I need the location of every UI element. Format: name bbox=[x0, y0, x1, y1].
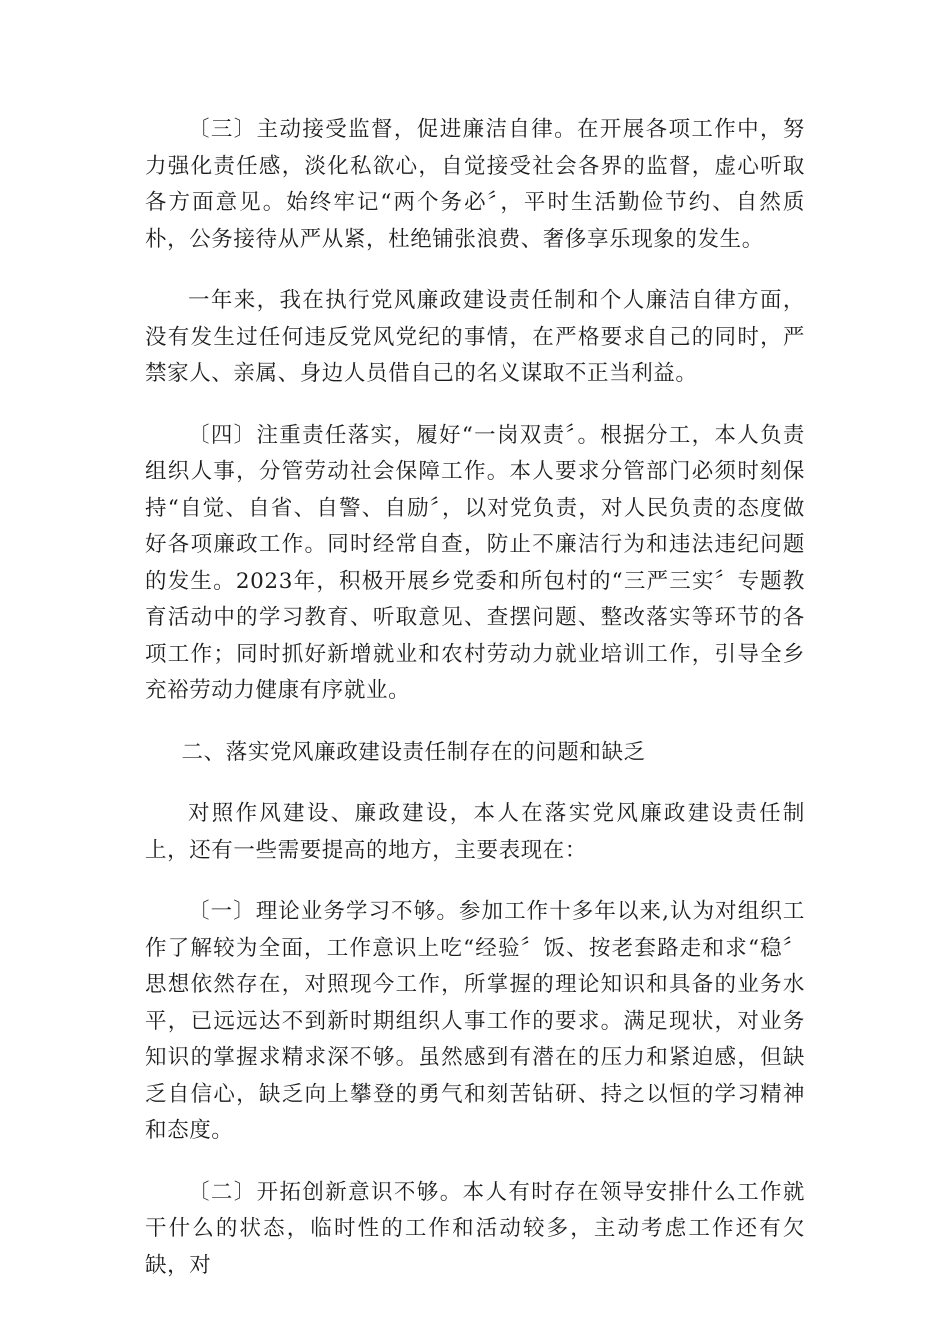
paragraph-year-summary: 一年来，我在执行党风廉政建设责任制和个人廉洁自律方面，没有发生过任何违反党风党纪的事情，在严格要求自己的同时，严禁家人、亲属、身边人员借自己的名义谋取不正当利益。 bbox=[145, 288, 805, 386]
paragraph-innovation: 〔二〕开拓创新意识不够。本人有时存在领导安排什么工作就干什么的状态，临时性的工作和活动较多，主动考虑工作还有欠缺，对 bbox=[145, 1179, 805, 1278]
paragraph-supervision: 〔三〕主动接受监督，促进廉洁自律。在开展各项工作中，努力强化责任感，淡化私欲心，自觉接受社会各界的监督，虚心听取各方面意见。始终牢记“两个务必〞，平时生活勤俭节约、自然质朴，公务接待从严从紧，杜绝铺张浪费、奢侈享乐现象的发生。 bbox=[145, 117, 805, 252]
section-heading-problems: 二、落实党风廉政建设责任制存在的问题和缺乏 bbox=[181, 739, 646, 765]
document-body bbox=[145, 112, 805, 1309]
paragraph-problems-intro: 对照作风建设、廉政建设，本人在落实党风廉政建设责任制上，还有一些需要提高的地方，主要表现在： bbox=[145, 801, 805, 863]
paragraph-responsibility: 〔四〕注重责任落实，履好“一岗双责〞。根据分工，本人负责组织人事，分管劳动社会保障工作。本人要求分管部门必须时刻保持“自觉、自省、自警、自励〞，以对党负责，对人民负责的态度做好各项廉政工作。同时经常自查，防止不廉洁行为和违法违纪问题的发生。2023年，积极开展乡党委和所包村的“三严三实〞专题教育活动中的学习教育、听取意见、查摆问题、整改落实等环节的各项工作；同时抓好新增就业和农村劳动力就业培训工作，引导全乡充裕劳动力健康有序就业。 bbox=[145, 422, 805, 703]
paragraph-study: 〔一〕理论业务学习不够。参加工作十多年以来,认为对组织工作了解较为全面，工作意识上吃“经验〞饭、按老套路走和求“稳〞思想依然存在，对照现今工作，所掌握的理论知识和具备的业务水平，已远远达不到新时期组织人事工作的要求。满足现状，对业务知识的掌握求精求深不够。虽然感到有潜在的压力和紧迫感，但缺乏自信心，缺乏向上攀登的勇气和刻苦钻研、持之以恒的学习精神和态度。 bbox=[145, 899, 805, 1143]
